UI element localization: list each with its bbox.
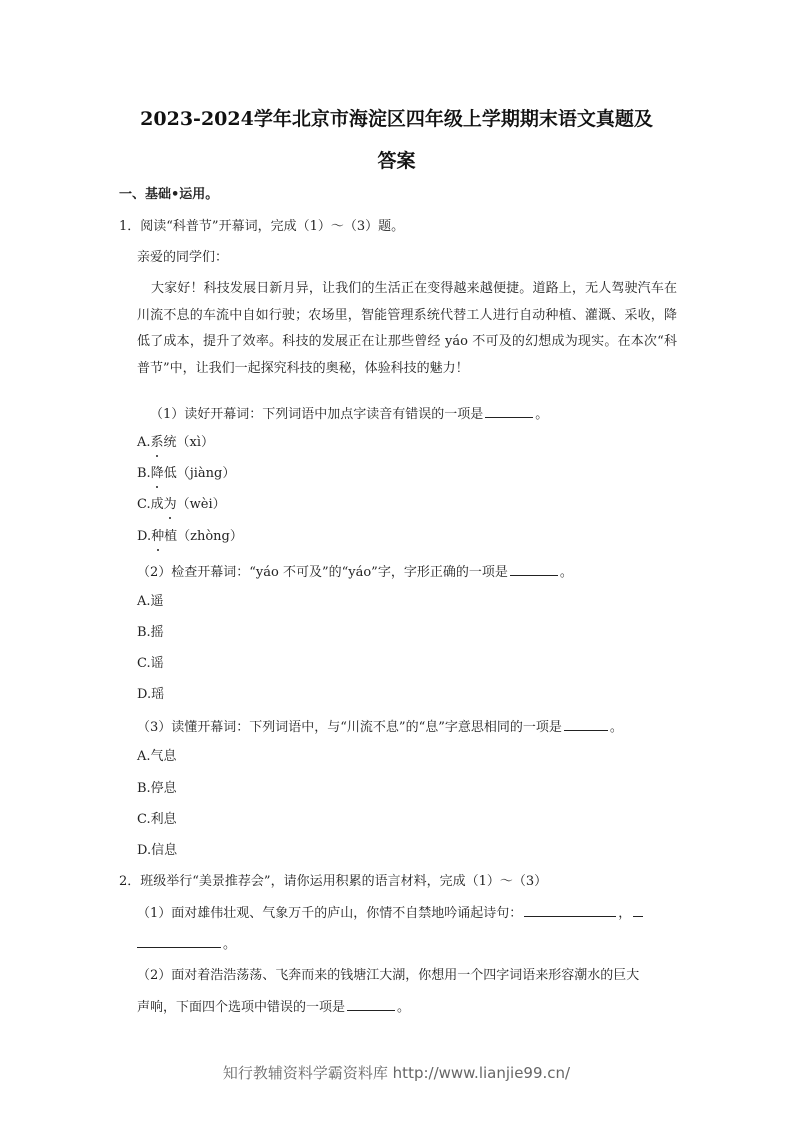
dotted-char: 为 xyxy=(163,497,177,512)
question-1-stem: 1．阅读“科普节”开幕词，完成（1）～（3）题。 xyxy=(119,219,405,234)
option-2c: C.谣 xyxy=(137,656,164,671)
q2-sub2-line1: （2）面对着浩浩荡荡、飞奔而来的钱塘江大湖，你想用一个四字词语来形容潮水的巨大 xyxy=(137,968,640,983)
q2-sub2-end: 。 xyxy=(397,1000,411,1015)
option-label: B. xyxy=(137,466,151,481)
answer-blank[interactable] xyxy=(137,935,221,948)
q1-sub2-text: （2）检查开幕词：“yáo 不可及”的“yáo”字，字形正确的一项是 xyxy=(137,565,508,580)
option-3b: B.停息 xyxy=(137,781,177,796)
doc-title-line2: 答案 xyxy=(377,150,416,172)
q2-sub1-end: 。 xyxy=(223,937,237,952)
answer-blank[interactable] xyxy=(633,904,643,917)
answer-blank[interactable] xyxy=(524,904,616,917)
q1-sub3-end: 。 xyxy=(609,720,623,735)
option-text: 低（jiàng） xyxy=(163,466,236,481)
answer-blank[interactable] xyxy=(485,405,533,418)
greeting: 亲爱的同学们： xyxy=(137,250,229,265)
q1-sub1-end: 。 xyxy=(535,407,549,422)
q1-sub3-text: （3）读懂开幕词：下列词语中，与“川流不息”的“息”字意思相同的一项是 xyxy=(137,720,562,735)
q2-sub1-cont xyxy=(137,935,236,954)
q1-sub1 xyxy=(150,405,548,424)
answer-blank[interactable] xyxy=(510,563,558,576)
section-heading: 一、基础•运用。 xyxy=(119,187,219,202)
option-1a xyxy=(137,434,214,452)
q2-sub1-mid: ， xyxy=(618,906,632,921)
option-label: D. xyxy=(137,529,152,544)
option-text: （wèi） xyxy=(176,497,226,512)
option-label: A. xyxy=(137,435,151,450)
option-label: C.成 xyxy=(137,497,164,512)
q1-sub2-end: 。 xyxy=(559,565,573,580)
option-2d: D.瑶 xyxy=(137,687,165,702)
doc-title-line1: 2023-2024学年北京市海淀区四年级上学期期末语文真题及 xyxy=(140,108,653,130)
option-2a: A.遥 xyxy=(137,594,164,609)
option-1b xyxy=(137,465,235,483)
q1-sub2 xyxy=(137,563,573,582)
dotted-char: 系 xyxy=(150,435,164,450)
q2-sub2-text: 声响，下面四个选项中错误的一项是 xyxy=(137,1000,346,1015)
answer-blank[interactable] xyxy=(564,718,608,731)
option-3c: C.利息 xyxy=(137,812,177,827)
q2-sub1-text: （1）面对雄伟壮观、气象万千的庐山，你情不自禁地吟诵起诗句： xyxy=(137,906,523,921)
option-3a: A.气息 xyxy=(137,749,177,764)
dotted-char: 降 xyxy=(150,466,164,481)
option-3d: D.信息 xyxy=(137,843,178,858)
question-2-stem: 2．班级举行“美景推荐会”，请你运用积累的语言材料，完成（1）～（3） xyxy=(119,874,548,889)
answer-blank[interactable] xyxy=(347,998,395,1011)
option-2b: B.摇 xyxy=(137,625,164,640)
option-text: 植（zhòng） xyxy=(164,529,243,544)
q2-sub1 xyxy=(137,904,645,923)
q2-sub2-line2 xyxy=(137,998,410,1017)
q1-sub1-text: （1）读好开幕词：下列词语中加点字读音有错误的一项是 xyxy=(150,407,484,422)
option-text: 统（xì） xyxy=(163,435,215,450)
footer-watermark: 知行教辅资料学霸资料库 http://www.lianjie99.cn/ xyxy=(222,1064,571,1082)
speech-passage: 大家好！科技发展日新月异，让我们的生活正在变得越来越便捷。道路上，无人驾驶汽车在川流不息的车流中自如行驶；农场里，智能管理系统代替工人进行自动种植、灌溉、采收，降低了成本，提升了效率。科技的发展正在让那些曾经 yáo 不可及的幻想成为现实。在本次“科普节”中，让我们一起探究科技的奥秘，体验科技的魅力！ xyxy=(137,281,677,376)
q1-sub3 xyxy=(137,718,623,737)
option-1d xyxy=(137,528,243,546)
option-1c xyxy=(137,496,226,514)
dotted-char: 种 xyxy=(151,529,165,544)
